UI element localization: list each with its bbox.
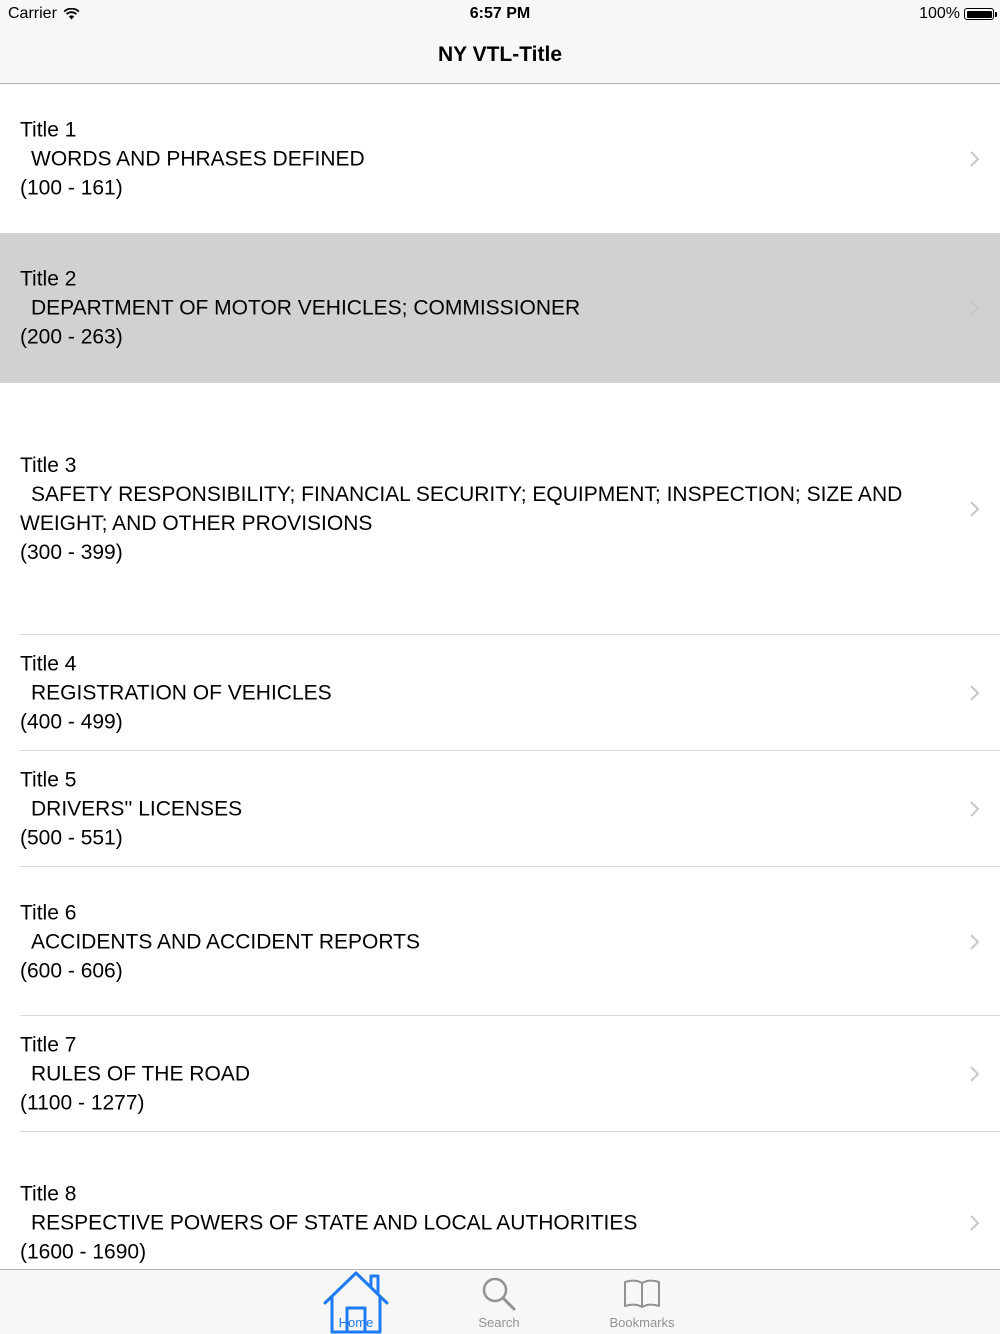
list-item-title-6[interactable] [0, 867, 1000, 1016]
status-bar [0, 0, 1000, 28]
row-text [20, 1180, 930, 1267]
tab-home-label: Home [338, 1315, 374, 1330]
row-text [20, 451, 930, 567]
row-range: (1100 - 1277) [20, 1091, 145, 1115]
list-item-title-5[interactable] [0, 751, 1000, 867]
chevron-right-icon [969, 800, 980, 818]
row-range: (200 - 263) [20, 325, 123, 349]
list-item-title-1[interactable] [0, 84, 1000, 233]
chevron-right-icon [969, 500, 980, 518]
list-item-title-8[interactable] [0, 1132, 1000, 1269]
battery-icon [964, 8, 994, 20]
tab-home[interactable] [296, 1270, 416, 1334]
row-text [20, 115, 930, 202]
row-text [20, 898, 930, 985]
list-item-title-4[interactable] [0, 635, 1000, 751]
list-item-title-3[interactable] [0, 383, 1000, 635]
row-text [20, 650, 930, 737]
chevron-right-icon [969, 933, 980, 951]
row-range: (400 - 499) [20, 710, 123, 734]
search-icon [479, 1274, 519, 1314]
row-title: Title 3 [20, 454, 77, 477]
row-name: DEPARTMENT OF MOTOR VEHICLES; COMMISSIONER [31, 296, 581, 320]
row-title: Title 7 [20, 1033, 77, 1057]
list-item-title-7[interactable] [0, 1016, 1000, 1132]
battery-indicator [919, 5, 994, 23]
row-title: Title 4 [20, 652, 77, 676]
row-name: SAFETY RESPONSIBILITY; FINANCIAL SECURITY; EQUIPMENT; INSPECTION; SIZE AND WEIGHT; AND OTHER PROVISIONS [20, 483, 903, 535]
row-name: WORDS AND PHRASES DEFINED [31, 147, 365, 170]
tab-bar [0, 1269, 1000, 1334]
row-title: Title 5 [20, 768, 77, 792]
row-name: RESPECTIVE POWERS OF STATE AND LOCAL AUTHORITIES [31, 1211, 638, 1235]
chevron-right-icon [969, 684, 980, 702]
battery-percent: 100% [919, 5, 960, 22]
titles-list[interactable] [0, 84, 1000, 1269]
tab-bookmarks-label: Bookmarks [609, 1315, 675, 1330]
row-text [20, 265, 930, 352]
row-range: (300 - 399) [20, 541, 123, 564]
row-name: ACCIDENTS AND ACCIDENT REPORTS [31, 930, 420, 953]
row-range: (1600 - 1690) [20, 1240, 147, 1264]
row-range: (100 - 161) [20, 176, 123, 199]
bookmarks-icon [622, 1274, 662, 1314]
row-text [20, 1031, 930, 1118]
page-title: NY VTL-Title [437, 43, 563, 66]
row-title: Title 8 [20, 1182, 77, 1206]
row-text [20, 766, 930, 853]
status-time: 6:57 PM [469, 5, 531, 22]
tab-search-label: Search [478, 1315, 520, 1330]
row-name: REGISTRATION OF VEHICLES [31, 681, 332, 705]
row-title: Title 6 [20, 901, 77, 924]
chevron-right-icon [969, 1065, 980, 1083]
list-item-title-2[interactable] [0, 233, 1000, 383]
row-title: Title 1 [20, 118, 77, 141]
tab-search[interactable] [439, 1270, 559, 1334]
row-title: Title 2 [20, 267, 77, 291]
navigation-bar [0, 28, 1000, 84]
chevron-right-icon [969, 299, 980, 317]
row-range: (600 - 606) [20, 959, 123, 982]
tab-bookmarks[interactable] [582, 1270, 702, 1334]
row-name: DRIVERS'' LICENSES [31, 797, 243, 821]
row-range: (500 - 551) [20, 826, 123, 850]
chevron-right-icon [969, 1214, 980, 1232]
carrier-label: Carrier [8, 5, 57, 22]
row-name: RULES OF THE ROAD [31, 1062, 250, 1086]
chevron-right-icon [969, 150, 980, 168]
